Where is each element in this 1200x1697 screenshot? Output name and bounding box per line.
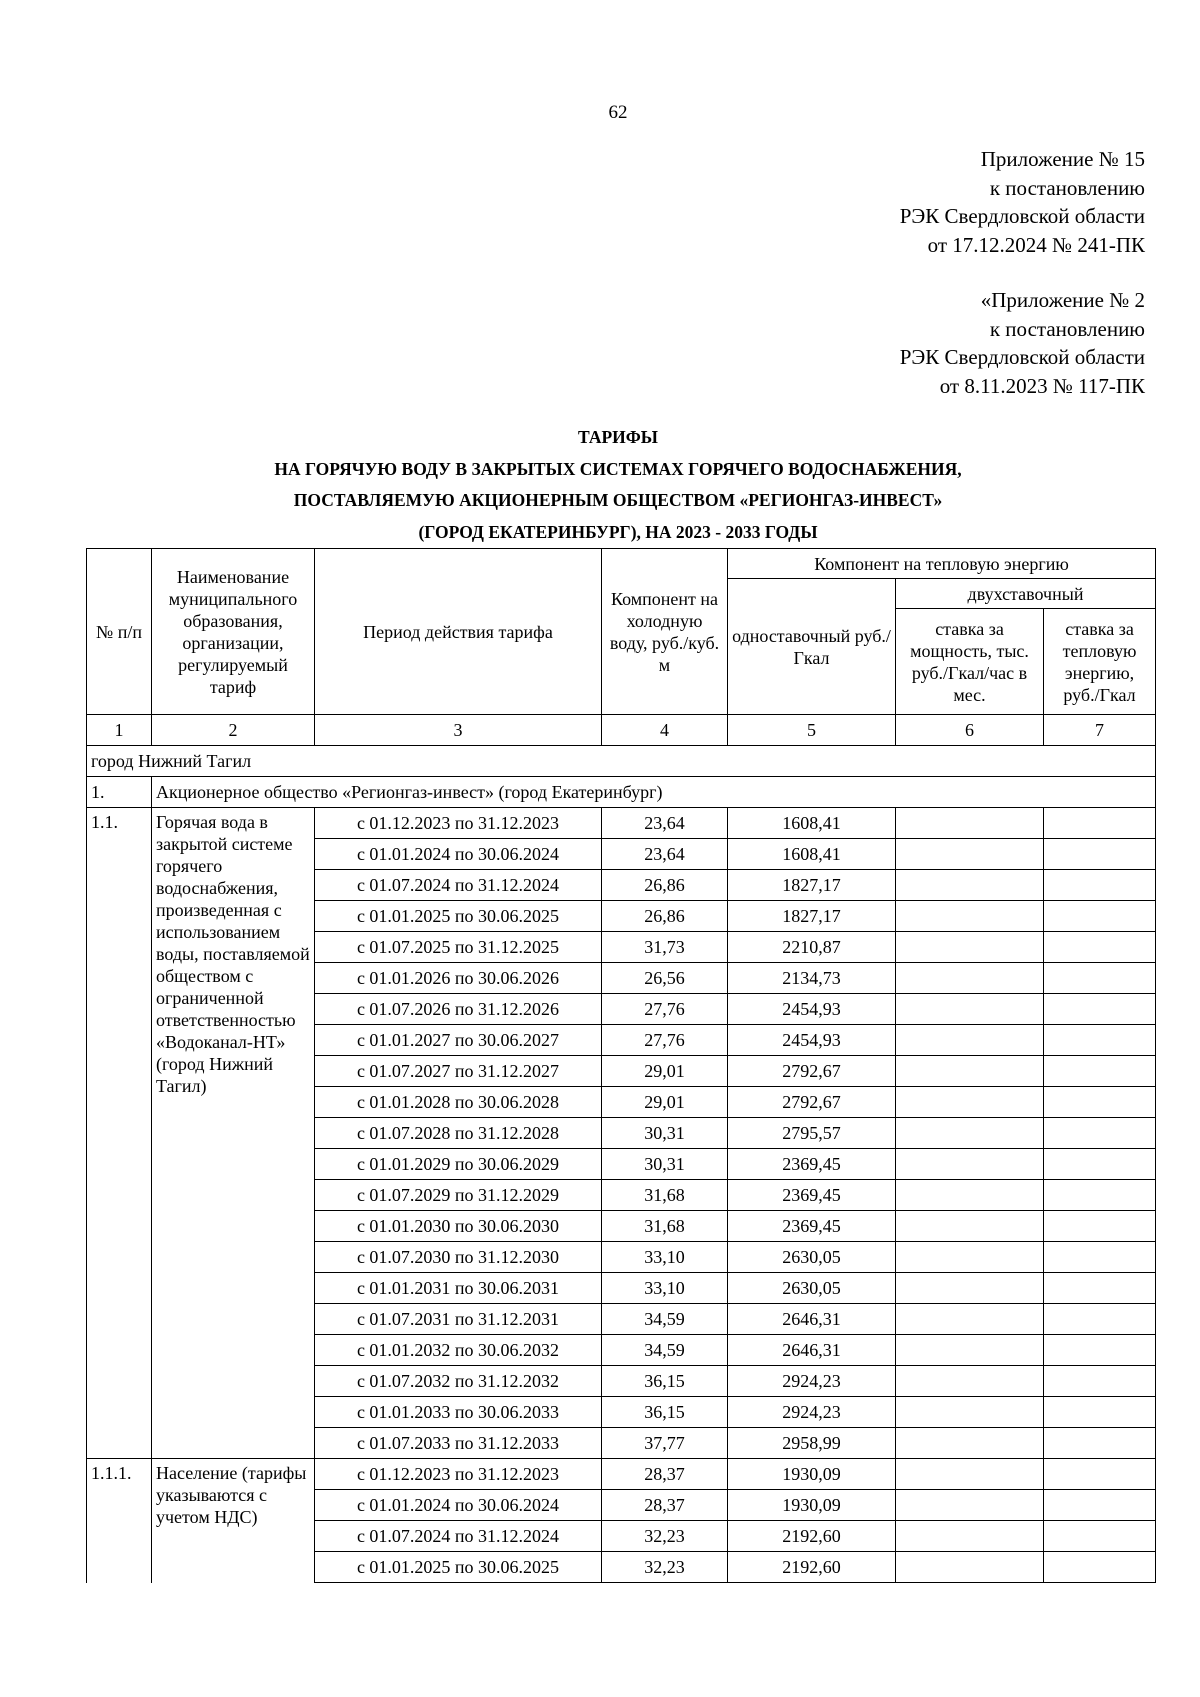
column-number-row [87, 715, 1156, 746]
period-cell: с 01.07.2024 по 31.12.2024 [315, 1521, 602, 1552]
capacity-rate-cell [896, 1242, 1044, 1273]
appendix-line: к постановлению [989, 316, 1145, 341]
energy-rate-cell [1044, 1118, 1156, 1149]
period-cell: с 01.01.2033 по 30.06.2033 [315, 1397, 602, 1428]
one-rate-cell: 1930,09 [728, 1459, 896, 1490]
period-cell: с 01.01.2024 по 30.06.2024 [315, 1490, 602, 1521]
row-number: 1.1. [87, 808, 152, 1459]
title-line: (ГОРОД ЕКАТЕРИНБУРГ), НА 2023 - 2033 ГОДЫ [418, 521, 818, 542]
one-rate-cell: 2454,93 [728, 1025, 896, 1056]
energy-rate-cell [1044, 963, 1156, 994]
column-number: 4 [602, 715, 728, 746]
one-rate-cell: 1930,09 [728, 1490, 896, 1521]
capacity-rate-cell [896, 1118, 1044, 1149]
appendix-line: «Приложение № 2 [980, 288, 1145, 312]
cold-water-cell: 29,01 [602, 1087, 728, 1118]
appendix-original-reference [900, 286, 1145, 400]
table-row [87, 808, 1156, 839]
cold-water-cell: 34,59 [602, 1335, 728, 1366]
tariff-name: Горячая вода в закрытой системе горячего водоснабжения, произведенная с использованием воды, поставляемой обществом с ограниченной ответственностью «Водоканал-НТ» (город Нижний Тагил) [152, 808, 315, 1459]
appendix-line: от 17.12.2024 № 241-ПК [927, 232, 1145, 257]
capacity-rate-cell [896, 1521, 1044, 1552]
cold-water-cell: 37,77 [602, 1428, 728, 1459]
capacity-rate-cell [896, 1366, 1044, 1397]
municipality-row [87, 746, 1156, 777]
period-cell: с 01.07.2030 по 31.12.2030 [315, 1242, 602, 1273]
column-number: 1 [87, 715, 152, 746]
cold-water-cell: 31,68 [602, 1211, 728, 1242]
capacity-rate-cell [896, 901, 1044, 932]
capacity-rate-cell [896, 1211, 1044, 1242]
capacity-rate-cell [896, 1490, 1044, 1521]
header-capacity-rate: ставка за мощность, тыс. руб./Гкал/час в мес. [896, 609, 1044, 715]
appendix-line: к постановлению [989, 175, 1145, 200]
capacity-rate-cell [896, 870, 1044, 901]
period-cell: с 01.07.2032 по 31.12.2032 [315, 1366, 602, 1397]
one-rate-cell: 1608,41 [728, 839, 896, 870]
one-rate-cell: 2454,93 [728, 994, 896, 1025]
cold-water-cell: 34,59 [602, 1304, 728, 1335]
header-period: Период действия тарифа [315, 549, 602, 715]
capacity-rate-cell [896, 1180, 1044, 1211]
one-rate-cell: 2192,60 [728, 1552, 896, 1583]
organization-row [87, 777, 1156, 808]
energy-rate-cell [1044, 1273, 1156, 1304]
period-cell: с 01.01.2025 по 30.06.2025 [315, 901, 602, 932]
header-heat-group: Компонент на тепловую энергию [728, 549, 1156, 579]
cold-water-cell: 31,73 [602, 932, 728, 963]
title-line: ПОСТАВЛЯЕМУЮ АКЦИОНЕРНЫМ ОБЩЕСТВОМ «РЕГИОНГАЗ-ИНВЕСТ» [293, 490, 943, 510]
capacity-rate-cell [896, 1428, 1044, 1459]
title-line: НА ГОРЯЧУЮ ВОДУ В ЗАКРЫТЫХ СИСТЕМАХ ГОРЯЧЕГО ВОДОСНАБЖЕНИЯ, [274, 458, 962, 479]
cold-water-cell: 31,68 [602, 1180, 728, 1211]
period-cell: с 01.07.2031 по 31.12.2031 [315, 1304, 602, 1335]
period-cell: с 01.01.2027 по 30.06.2027 [315, 1025, 602, 1056]
header-one-rate: одноставочный руб./Гкал [728, 579, 896, 715]
one-rate-cell: 2646,31 [728, 1335, 896, 1366]
period-cell: с 01.01.2026 по 30.06.2026 [315, 963, 602, 994]
one-rate-cell: 2924,23 [728, 1366, 896, 1397]
column-number: 5 [728, 715, 896, 746]
period-cell: с 01.07.2028 по 31.12.2028 [315, 1118, 602, 1149]
period-cell: с 01.01.2030 по 30.06.2030 [315, 1211, 602, 1242]
organization-number: 1. [87, 777, 152, 808]
cold-water-cell: 26,86 [602, 870, 728, 901]
appendix-line: РЭК Свердловской области [899, 345, 1145, 369]
column-number: 6 [896, 715, 1044, 746]
period-cell: с 01.01.2031 по 30.06.2031 [315, 1273, 602, 1304]
cold-water-cell: 32,23 [602, 1521, 728, 1552]
period-cell: с 01.01.2025 по 30.06.2025 [315, 1552, 602, 1583]
one-rate-cell: 2958,99 [728, 1428, 896, 1459]
table-row [87, 1459, 1156, 1490]
row-number: 1.1.1. [87, 1459, 152, 1583]
energy-rate-cell [1044, 901, 1156, 932]
one-rate-cell: 2134,73 [728, 963, 896, 994]
appendix-line: от 8.11.2023 № 117-ПК [939, 373, 1145, 398]
energy-rate-cell [1044, 1428, 1156, 1459]
cold-water-cell: 23,64 [602, 839, 728, 870]
capacity-rate-cell [896, 1304, 1044, 1335]
header-energy-rate: ставка за тепловую энергию, руб./Гкал [1044, 609, 1156, 715]
capacity-rate-cell [896, 1273, 1044, 1304]
period-cell: с 01.12.2023 по 31.12.2023 [315, 1459, 602, 1490]
appendix-current-reference [900, 145, 1145, 259]
column-number: 7 [1044, 715, 1156, 746]
one-rate-cell: 1608,41 [728, 808, 896, 839]
one-rate-cell: 2646,31 [728, 1304, 896, 1335]
energy-rate-cell [1044, 1397, 1156, 1428]
capacity-rate-cell [896, 932, 1044, 963]
energy-rate-cell [1044, 1459, 1156, 1490]
cold-water-cell: 33,10 [602, 1242, 728, 1273]
cold-water-cell: 27,76 [602, 1025, 728, 1056]
capacity-rate-cell [896, 1056, 1044, 1087]
cold-water-cell: 28,37 [602, 1490, 728, 1521]
capacity-rate-cell [896, 1397, 1044, 1428]
municipality-name: город Нижний Тагил [87, 746, 1156, 777]
one-rate-cell: 2630,05 [728, 1242, 896, 1273]
capacity-rate-cell [896, 839, 1044, 870]
capacity-rate-cell [896, 808, 1044, 839]
one-rate-cell: 2792,67 [728, 1087, 896, 1118]
capacity-rate-cell [896, 1335, 1044, 1366]
capacity-rate-cell [896, 1025, 1044, 1056]
energy-rate-cell [1044, 870, 1156, 901]
energy-rate-cell [1044, 1552, 1156, 1583]
energy-rate-cell [1044, 1490, 1156, 1521]
header-two-rate: двухставочный [896, 579, 1156, 609]
one-rate-cell: 2369,45 [728, 1180, 896, 1211]
cold-water-cell: 30,31 [602, 1118, 728, 1149]
energy-rate-cell [1044, 1242, 1156, 1273]
cold-water-cell: 32,23 [602, 1552, 728, 1583]
cold-water-cell: 33,10 [602, 1273, 728, 1304]
tariffs-table [86, 548, 1156, 1583]
period-cell: с 01.01.2028 по 30.06.2028 [315, 1087, 602, 1118]
energy-rate-cell [1044, 994, 1156, 1025]
organization-name: Акционерное общество «Регионгаз-инвест» (город Екатеринбург) [152, 777, 1156, 808]
period-cell: с 01.01.2024 по 30.06.2024 [315, 839, 602, 870]
energy-rate-cell [1044, 1366, 1156, 1397]
energy-rate-cell [1044, 1056, 1156, 1087]
appendix-line: Приложение № 15 [980, 147, 1145, 171]
one-rate-cell: 2924,23 [728, 1397, 896, 1428]
period-cell: с 01.01.2029 по 30.06.2029 [315, 1149, 602, 1180]
capacity-rate-cell [896, 994, 1044, 1025]
one-rate-cell: 2192,60 [728, 1521, 896, 1552]
cold-water-cell: 26,86 [602, 901, 728, 932]
column-number: 3 [315, 715, 602, 746]
period-cell: с 01.07.2025 по 31.12.2025 [315, 932, 602, 963]
cold-water-cell: 36,15 [602, 1366, 728, 1397]
energy-rate-cell [1044, 1180, 1156, 1211]
capacity-rate-cell [896, 1149, 1044, 1180]
one-rate-cell: 2792,67 [728, 1056, 896, 1087]
header-cold-water: Компонент на холодную воду, руб./куб. м [602, 549, 728, 715]
period-cell: с 01.01.2032 по 30.06.2032 [315, 1335, 602, 1366]
period-cell: с 01.07.2027 по 31.12.2027 [315, 1056, 602, 1087]
period-cell: с 01.12.2023 по 31.12.2023 [315, 808, 602, 839]
cold-water-cell: 26,56 [602, 963, 728, 994]
capacity-rate-cell [896, 963, 1044, 994]
energy-rate-cell [1044, 1149, 1156, 1180]
cold-water-cell: 29,01 [602, 1056, 728, 1087]
appendix-line: РЭК Свердловской области [899, 204, 1145, 228]
capacity-rate-cell [896, 1087, 1044, 1118]
one-rate-cell: 2369,45 [728, 1211, 896, 1242]
one-rate-cell: 1827,17 [728, 870, 896, 901]
energy-rate-cell [1044, 839, 1156, 870]
energy-rate-cell [1044, 932, 1156, 963]
one-rate-cell: 2369,45 [728, 1149, 896, 1180]
energy-rate-cell [1044, 808, 1156, 839]
energy-rate-cell [1044, 1025, 1156, 1056]
one-rate-cell: 1827,17 [728, 901, 896, 932]
energy-rate-cell [1044, 1304, 1156, 1335]
one-rate-cell: 2630,05 [728, 1273, 896, 1304]
cold-water-cell: 36,15 [602, 1397, 728, 1428]
page-number: 62 [608, 102, 628, 123]
energy-rate-cell [1044, 1335, 1156, 1366]
document-title [0, 422, 1200, 548]
tariff-name: Население (тарифы указываются с учетом НДС) [152, 1459, 315, 1583]
capacity-rate-cell [896, 1459, 1044, 1490]
period-cell: с 01.07.2033 по 31.12.2033 [315, 1428, 602, 1459]
energy-rate-cell [1044, 1087, 1156, 1118]
one-rate-cell: 2210,87 [728, 932, 896, 963]
header-name: Наименование муниципального образования, организации, регулируемый тариф [152, 549, 315, 715]
cold-water-cell: 23,64 [602, 808, 728, 839]
header-num: № п/п [87, 549, 152, 715]
energy-rate-cell [1044, 1211, 1156, 1242]
energy-rate-cell [1044, 1521, 1156, 1552]
title-line: ТАРИФЫ [578, 427, 658, 447]
period-cell: с 01.07.2026 по 31.12.2026 [315, 994, 602, 1025]
cold-water-cell: 30,31 [602, 1149, 728, 1180]
period-cell: с 01.07.2024 по 31.12.2024 [315, 870, 602, 901]
column-number: 2 [152, 715, 315, 746]
one-rate-cell: 2795,57 [728, 1118, 896, 1149]
capacity-rate-cell [896, 1552, 1044, 1583]
cold-water-cell: 27,76 [602, 994, 728, 1025]
cold-water-cell: 28,37 [602, 1459, 728, 1490]
period-cell: с 01.07.2029 по 31.12.2029 [315, 1180, 602, 1211]
